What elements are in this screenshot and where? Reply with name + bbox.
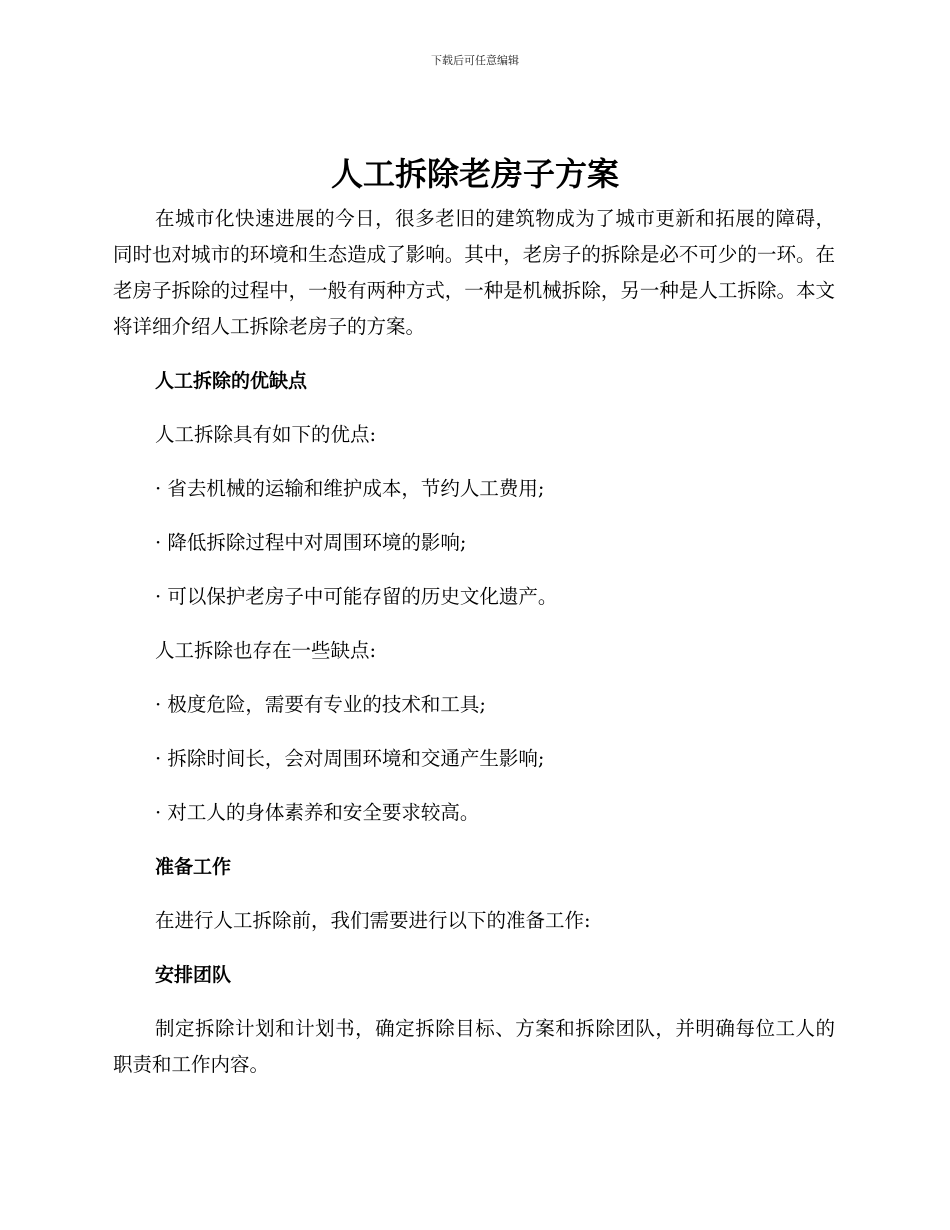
pros-item: · 可以保护老房子中可能存留的历史文化遗产。	[155, 585, 558, 608]
cons-item: · 对工人的身体素养和安全要求较高。	[155, 801, 480, 824]
section-heading-team: 安排团队	[155, 964, 232, 986]
cons-item: · 拆除时间长，会对周围环境和交通产生影响;	[155, 747, 545, 770]
intro-paragraph: 在城市化快速进展的今日，很多老旧的建筑物成为了城市更新和拓展的障碍，同时也对城市的环境和生态造成了影响。其中，老房子的拆除是必不可少的一环。在老房子拆除的过程中，一般有两种方式，一种是机械拆除，另一种是人工拆除。本文将详细介绍人工拆除老房子的方案。	[113, 207, 835, 338]
page-header: 下载后可任意编辑	[431, 54, 519, 67]
section-heading-pros-cons: 人工拆除的优缺点	[155, 370, 308, 392]
section-heading-preparation: 准备工作	[155, 856, 232, 878]
document-body	[113, 201, 835, 1083]
pros-item: · 降低拆除过程中对周围环境的影响;	[155, 531, 467, 554]
preparation-intro: 在进行人工拆除前，我们需要进行以下的准备工作:	[155, 909, 591, 932]
cons-item: · 极度危险，需要有专业的技术和工具;	[155, 693, 486, 716]
team-paragraph: 制定拆除计划和计划书，确定拆除目标、方案和拆除团队，并明确每位工人的职责和工作内容。	[113, 1017, 835, 1076]
pros-item: · 省去机械的运输和维护成本，节约人工费用;	[155, 477, 545, 500]
pros-intro: 人工拆除具有如下的优点:	[155, 423, 377, 446]
cons-intro: 人工拆除也存在一些缺点:	[155, 639, 377, 662]
document-title: 人工拆除老房子方案	[330, 155, 619, 193]
